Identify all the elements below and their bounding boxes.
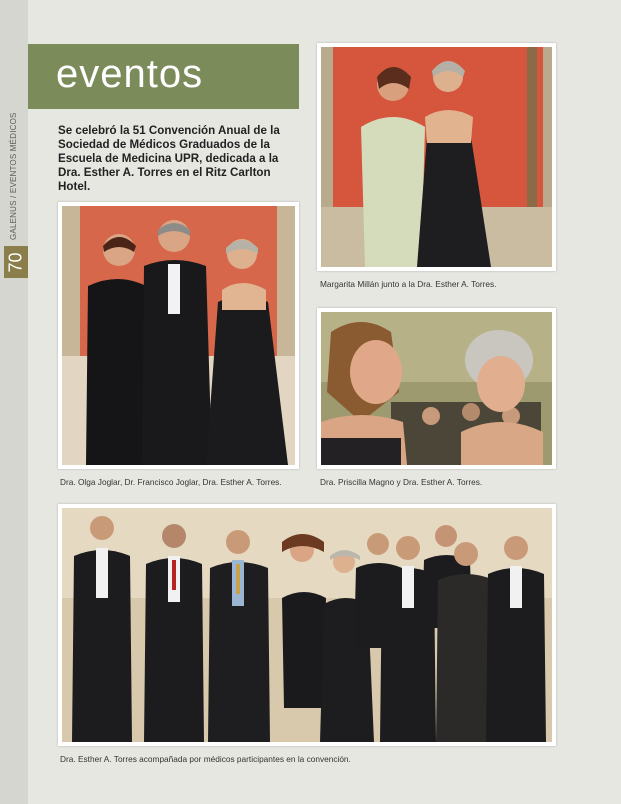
photo-magno-torres — [317, 308, 556, 469]
photo-magno-torres-image — [321, 312, 552, 465]
section-banner — [28, 44, 299, 109]
photo-joglar-torres — [58, 202, 299, 469]
photo-millan-torres — [317, 43, 556, 271]
caption-joglar-torres: Dra. Olga Joglar, Dr. Francisco Joglar, Dra. Esther A. Torres. — [60, 477, 282, 487]
photo-millan-torres-image — [321, 47, 552, 267]
caption-group-convention: Dra. Esther A. Torres acompañada por médicos participantes en la convención. — [60, 754, 351, 764]
section-title: eventos — [56, 52, 204, 96]
photo-group-convention — [58, 504, 556, 746]
intro-paragraph: Se celebró la 51 Convención Anual de la Sociedad de Médicos Graduados de la Escuela de Medicina UPR, dedicada a la Dra. Esther A. Torres en el Ritz Carlton Hotel. — [58, 124, 280, 193]
vertical-section-label: GALENUS / EVENTOS MÉDICOS — [9, 112, 18, 240]
photo-group-convention-image — [62, 508, 552, 742]
caption-millan-torres: Margarita Millán junto a la Dra. Esther A. Torres. — [320, 279, 497, 289]
page-number: 70 — [5, 251, 26, 273]
page-number-tab — [4, 246, 28, 278]
caption-magno-torres: Dra. Priscilla Magno y Dra. Esther A. Torres. — [320, 477, 483, 487]
photo-joglar-torres-image — [62, 206, 295, 465]
